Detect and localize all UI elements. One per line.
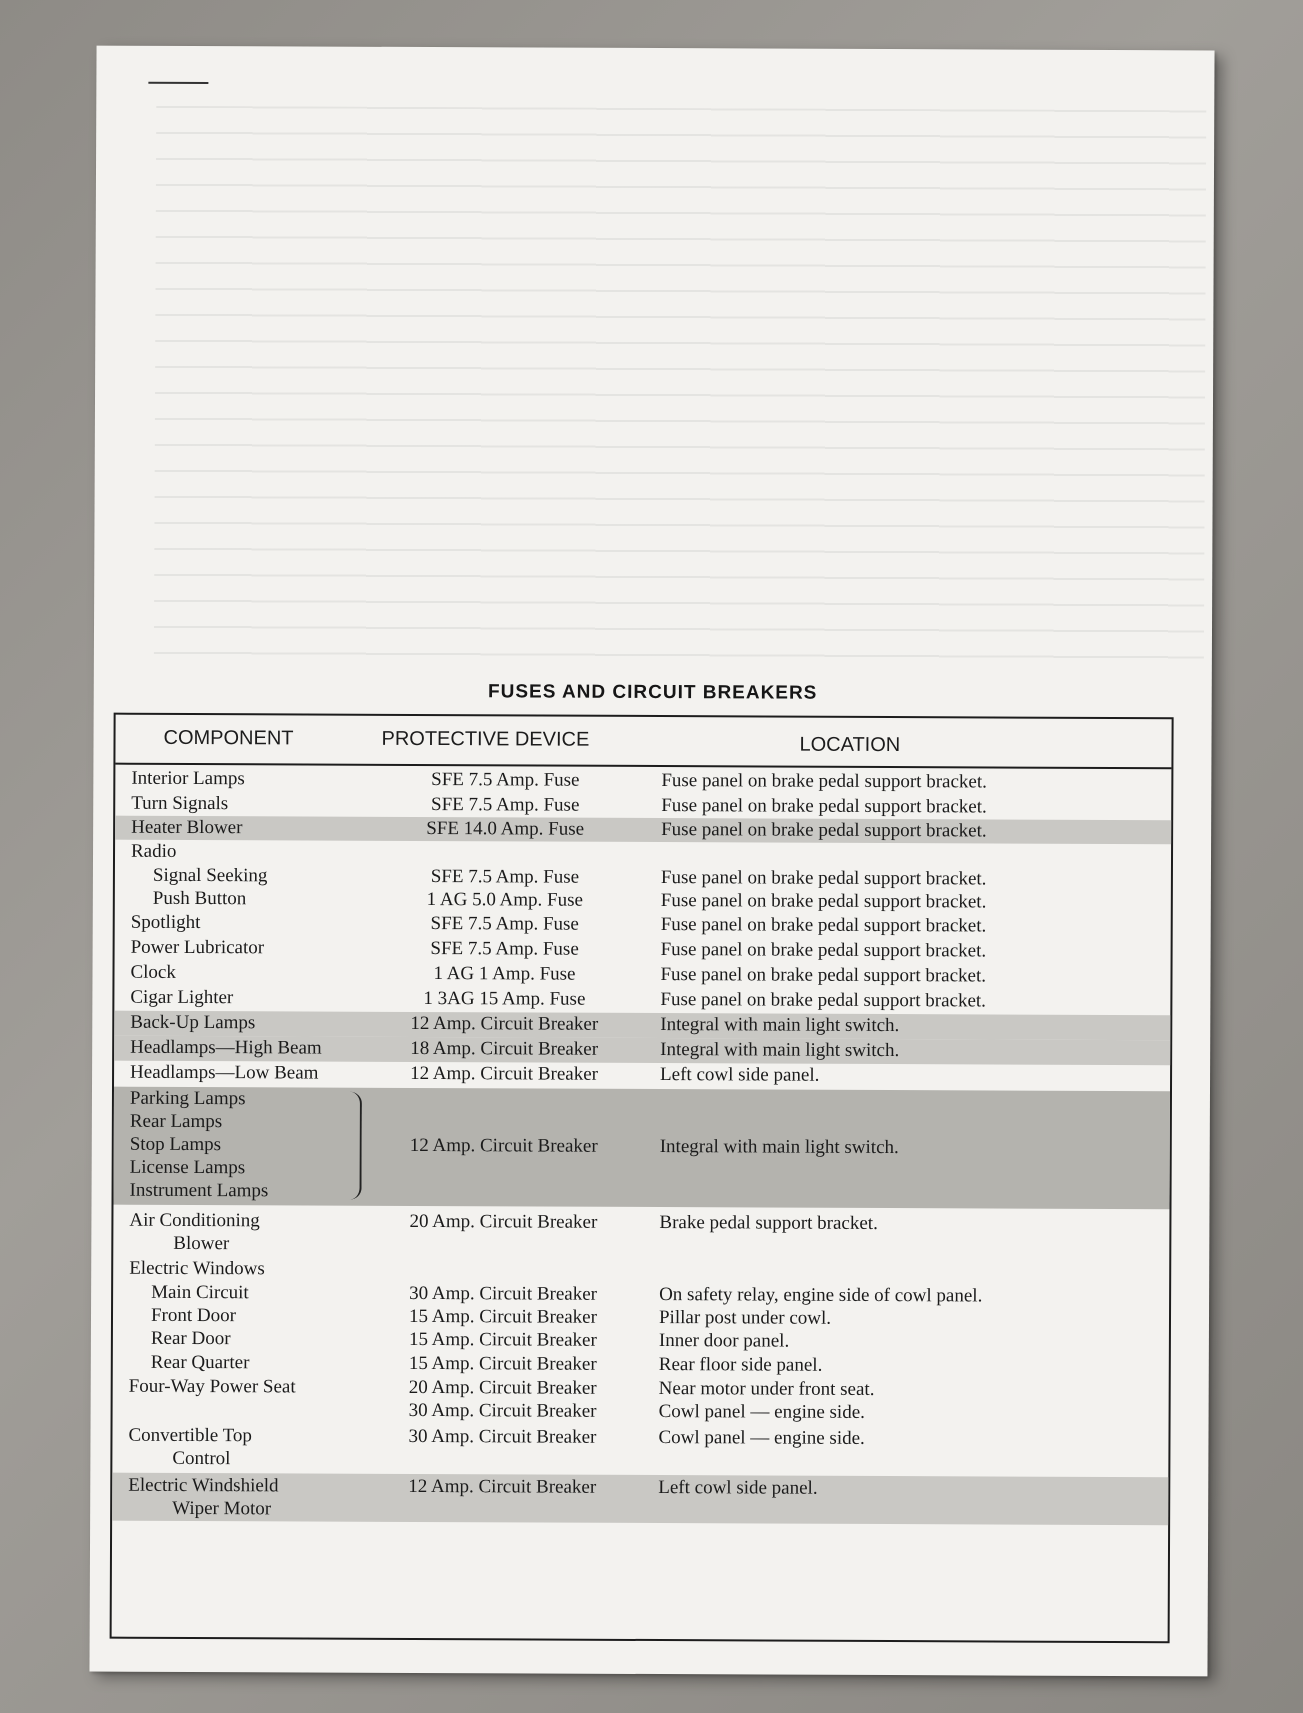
- component-cell: Cigar Lighter: [130, 986, 234, 1009]
- device-cell: 18 Amp. Circuit Breaker: [410, 1037, 599, 1060]
- table-row: [113, 1232, 1169, 1260]
- location-cell: Integral with main light switch.: [660, 1039, 900, 1062]
- component-cell: Main Circuit: [151, 1281, 249, 1304]
- component-cell: Headlamps—High Beam: [130, 1036, 322, 1059]
- header-location: LOCATION: [799, 733, 901, 757]
- device-cell: SFE 14.0 Amp. Fuse: [426, 818, 585, 840]
- component-cell: Convertible Top: [128, 1424, 252, 1447]
- top-rule: [148, 82, 208, 84]
- device-cell: 12 Amp. Circuit Breaker: [410, 1062, 599, 1085]
- component-cell: Electric Windows: [129, 1257, 265, 1280]
- table-row: [112, 1447, 1168, 1475]
- location-cell: Fuse panel on brake pedal support bracket.: [660, 890, 987, 913]
- component-cell: Turn Signals: [131, 792, 229, 815]
- device-cell: 20 Amp. Circuit Breaker: [408, 1376, 597, 1399]
- location-cell: Cowl panel — engine side.: [658, 1427, 865, 1449]
- component-cell: Electric Windshield: [128, 1474, 279, 1497]
- location-cell: Fuse panel on brake pedal support bracket.: [661, 795, 987, 818]
- location-cell: Integral with main light switch.: [660, 1014, 900, 1037]
- component-cell: Front Door: [150, 1304, 237, 1327]
- header-device: PROTECTIVE DEVICE: [381, 727, 590, 751]
- component-cell: Interior Lamps: [131, 767, 245, 790]
- component-cell: Back-Up Lamps: [130, 1011, 256, 1034]
- location-cell: Fuse panel on brake pedal support bracket.: [660, 989, 986, 1012]
- location-cell: Cowl panel — engine side.: [658, 1401, 865, 1423]
- brace-bracket: [346, 1092, 362, 1200]
- device-cell: 15 Amp. Circuit Breaker: [408, 1352, 597, 1375]
- location-cell: Fuse panel on brake pedal support bracket.: [661, 819, 987, 842]
- document-page: [89, 46, 1214, 1677]
- component-cell: Four-Way Power Seat: [128, 1375, 296, 1398]
- component-cell: Instrument Lamps: [129, 1179, 269, 1202]
- table-row: [114, 961, 1170, 990]
- device-cell: SFE 7.5 Amp. Fuse: [431, 794, 580, 816]
- device-cell: 15 Amp. Circuit Breaker: [409, 1305, 597, 1328]
- table-row: [114, 1061, 1170, 1091]
- device-cell: SFE 7.5 Amp. Fuse: [430, 938, 579, 960]
- component-cell: Parking Lamps: [129, 1087, 246, 1110]
- table-row: [114, 986, 1170, 1015]
- component-cell: Signal Seeking: [152, 864, 268, 887]
- location-cell: Rear floor side panel.: [658, 1354, 823, 1376]
- table-row: [112, 1473, 1168, 1526]
- component-cell: Spotlight: [130, 911, 201, 934]
- table-row: [115, 911, 1171, 940]
- component-cell: Heater Blower: [131, 816, 243, 839]
- table-row: [115, 767, 1171, 796]
- device-cell: 15 Amp. Circuit Breaker: [408, 1328, 597, 1351]
- component-cell: License Lamps: [129, 1156, 246, 1179]
- component-cell: Push Button: [152, 887, 247, 910]
- device-cell: 12 Amp. Circuit Breaker: [408, 1475, 597, 1498]
- device-cell: 12 Amp. Circuit Breaker: [410, 1012, 599, 1035]
- component-cell: Radio: [130, 840, 177, 862]
- component-cell: Wiper Motor: [172, 1497, 272, 1520]
- component-cell: Rear Lamps: [129, 1110, 223, 1133]
- device-cell: SFE 7.5 Amp. Fuse: [431, 769, 580, 791]
- component-cell: Control: [172, 1447, 231, 1470]
- device-cell: SFE 7.5 Amp. Fuse: [430, 866, 580, 888]
- component-cell: Clock: [130, 961, 176, 983]
- table-header: [115, 715, 1171, 770]
- location-cell: Pillar post under cowl.: [658, 1307, 832, 1329]
- device-cell: 20 Amp. Circuit Breaker: [409, 1210, 598, 1233]
- device-cell: 30 Amp. Circuit Breaker: [408, 1399, 597, 1422]
- device-cell: 12 Amp. Circuit Breaker: [409, 1134, 598, 1157]
- component-cell: Headlamps—Low Beam: [130, 1061, 319, 1084]
- table-row: [113, 1351, 1169, 1379]
- location-cell: Brake pedal support bracket.: [659, 1212, 878, 1234]
- device-cell: 30 Amp. Circuit Breaker: [409, 1282, 598, 1305]
- location-cell: Fuse panel on brake pedal support bracket.: [661, 770, 987, 793]
- location-cell: Left cowl side panel.: [658, 1477, 818, 1499]
- component-cell: Stop Lamps: [129, 1133, 222, 1156]
- device-cell: 1 AG 5.0 Amp. Fuse: [426, 889, 583, 911]
- location-cell: Fuse panel on brake pedal support bracket.: [660, 914, 987, 937]
- device-cell: 1 3AG 15 Amp. Fuse: [423, 988, 586, 1010]
- component-cell: Power Lubricator: [130, 936, 265, 959]
- table-row: [115, 936, 1171, 965]
- device-cell: SFE 7.5 Amp. Fuse: [430, 913, 579, 935]
- table-row: [113, 1398, 1169, 1426]
- table-row: [113, 1327, 1169, 1355]
- location-cell: On safety relay, engine side of cowl panel.: [659, 1284, 983, 1307]
- component-cell: Air Conditioning: [129, 1209, 260, 1232]
- location-cell: Fuse panel on brake pedal support bracket.: [660, 939, 987, 962]
- component-cell: Rear Quarter: [150, 1351, 250, 1374]
- location-cell: Inner door panel.: [658, 1330, 790, 1352]
- table-title: FUSES AND CIRCUIT BREAKERS: [488, 681, 818, 704]
- component-cell: Blower: [173, 1232, 230, 1255]
- location-cell: Fuse panel on brake pedal support bracket.: [660, 964, 987, 987]
- fuse-table: [110, 713, 1174, 1644]
- location-cell: Left cowl side panel.: [660, 1064, 820, 1086]
- location-cell: Integral with main light switch.: [659, 1136, 899, 1159]
- lamp-group-row: [113, 1087, 1170, 1210]
- device-cell: 1 AG 1 Amp. Fuse: [433, 963, 576, 985]
- component-cell: Rear Door: [150, 1327, 231, 1350]
- header-component: COMPONENT: [163, 726, 294, 750]
- table-row: [113, 1257, 1169, 1285]
- location-cell: Near motor under front seat.: [658, 1378, 875, 1400]
- bleed-through-text: [154, 106, 1206, 671]
- device-cell: 30 Amp. Circuit Breaker: [408, 1425, 597, 1448]
- location-cell: Fuse panel on brake pedal support bracket.: [660, 867, 987, 890]
